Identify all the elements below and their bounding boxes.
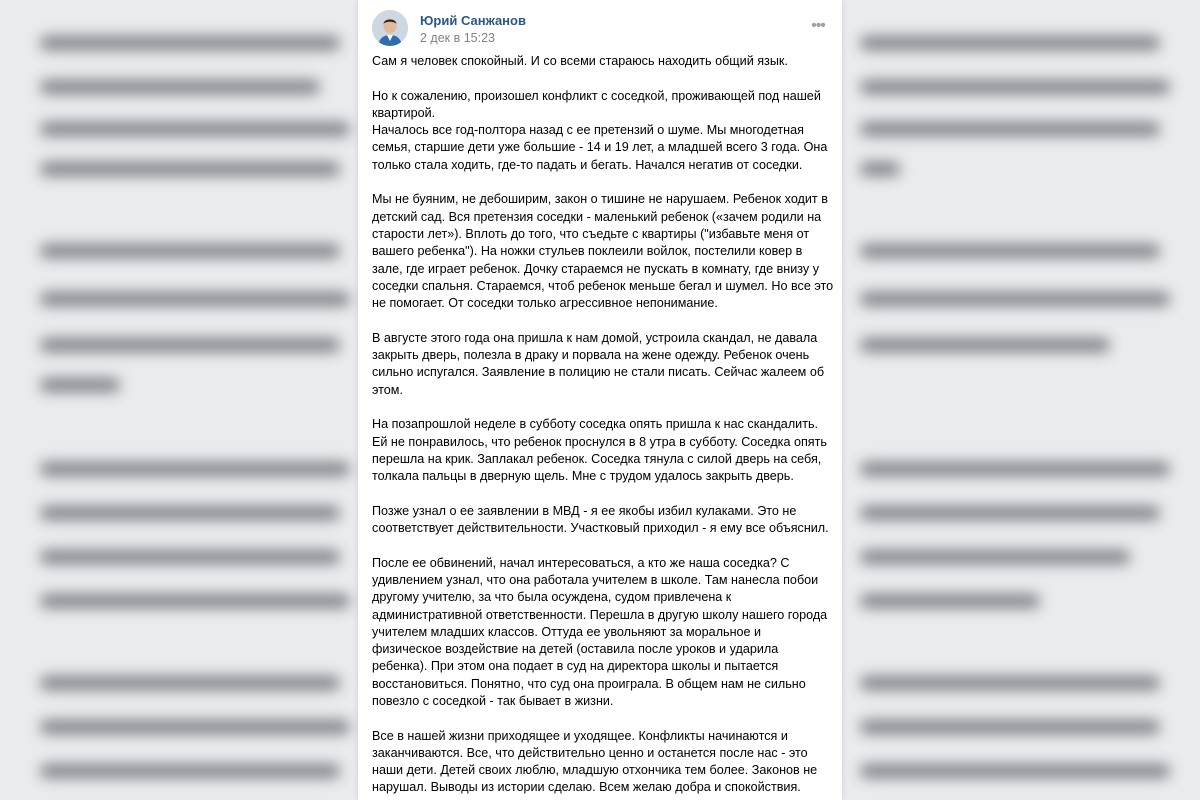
post-paragraph: Позже узнал о ее заявлении в МВД - я ее якобы избил кулаками. Это не соответствует действительности. Участковый приходил - я ему все объяснил. xyxy=(372,503,829,536)
post-paragraph: Сам я человек спокойный. И со всеми стараюсь находить общий язык. xyxy=(372,54,788,68)
post-paragraph: В августе этого года она пришла к нам домой, устроила скандал, не давала закрыть дверь, полезла в драку и порвала на жене одежду. Ребенок очень сильно испугался. Заявление в полицию не стали писать. Сейчас жалеем об этом. xyxy=(372,330,825,397)
post-paragraph: Мы не буяним, не дебоширим, закон о тишине не нарушаем. Ребенок ходит в детский сад. Вся претензия соседки - маленький ребенок («зачем родили на старости лет»). Вплоть до того, что съедьте с квартиры ("избавьте меня от вашего ребенка"). На ножки стульев поклеили войлок, постелили ковер в зале, где играет ребенок. Дочку стараемся не пускать в комнату, где внизу у соседки спальня. Стараемся, чтоб ребенок меньше бегал и шумел. Но все это не помогает. От соседки только агрессивное непонимание. xyxy=(372,192,834,311)
post-card xyxy=(358,0,842,800)
post-paragraph: На позапрошлой неделе в субботу соседка опять пришла к нас скандалить. Ей не понравилось, что ребенок проснулся в 8 утра в субботу. Соседка опять перешла на крик. Заплакал ребенок. Соседка тянула с силой дверь на себя, толкала пальцы в дверную щель. Мне с трудом удалось закрыть дверь. xyxy=(372,417,827,484)
post-header xyxy=(372,10,828,50)
more-options-button[interactable] xyxy=(808,18,828,34)
post-date-link[interactable]: 2 дек в 15:23 xyxy=(420,31,496,45)
avatar[interactable] xyxy=(372,10,408,46)
more-horizontal-icon: ••• xyxy=(811,17,825,34)
user-avatar-icon xyxy=(372,10,408,46)
post-text xyxy=(372,53,834,800)
post-paragraph: После ее обвинений, начал интересоваться, а кто же наша соседка? С удивлением узнал, что она работала учителем в школе. Там нанесла побои другому учителю, за что была осуждена, судом привлечена к административной ответственности. Перешла в другую школу нашего города учителем младших классов. Оттуда ее увольняют за моральное и физическое воздействие на детей (оставила после уроков и ударила ребенка). При этом она подает в суд на директора школы и пытается восстановиться. Понятно, что суд она проиграла. В общем нам не сильно повезло с соседкой - так бывает в жизни. xyxy=(372,555,828,708)
post-paragraph: Все в нашей жизни приходящее и уходящее. Конфликты начинаются и заканчиваются. Все, что действительно ценно и останется после нас - это наши дети. Детей своих люблю, младшую отхончика тем более. Законов не нарушал. Выводы из истории сделаю. Всем желаю добра и спокойствия. xyxy=(372,728,818,795)
post-paragraph: Но к сожалению, произошел конфликт с соседкой, проживающей под нашей квартирой. Началось все год-полтора назад с ее претензий о шуме. Мы многодетная семья, старшие дети уже большие - 14 и 19 лет, а младшей всего 3 года. Она только стала ходить, где-то падать и бегать. Начался негатив от соседки. xyxy=(372,88,828,172)
author-name-link[interactable]: Юрий Санжанов xyxy=(420,13,526,28)
